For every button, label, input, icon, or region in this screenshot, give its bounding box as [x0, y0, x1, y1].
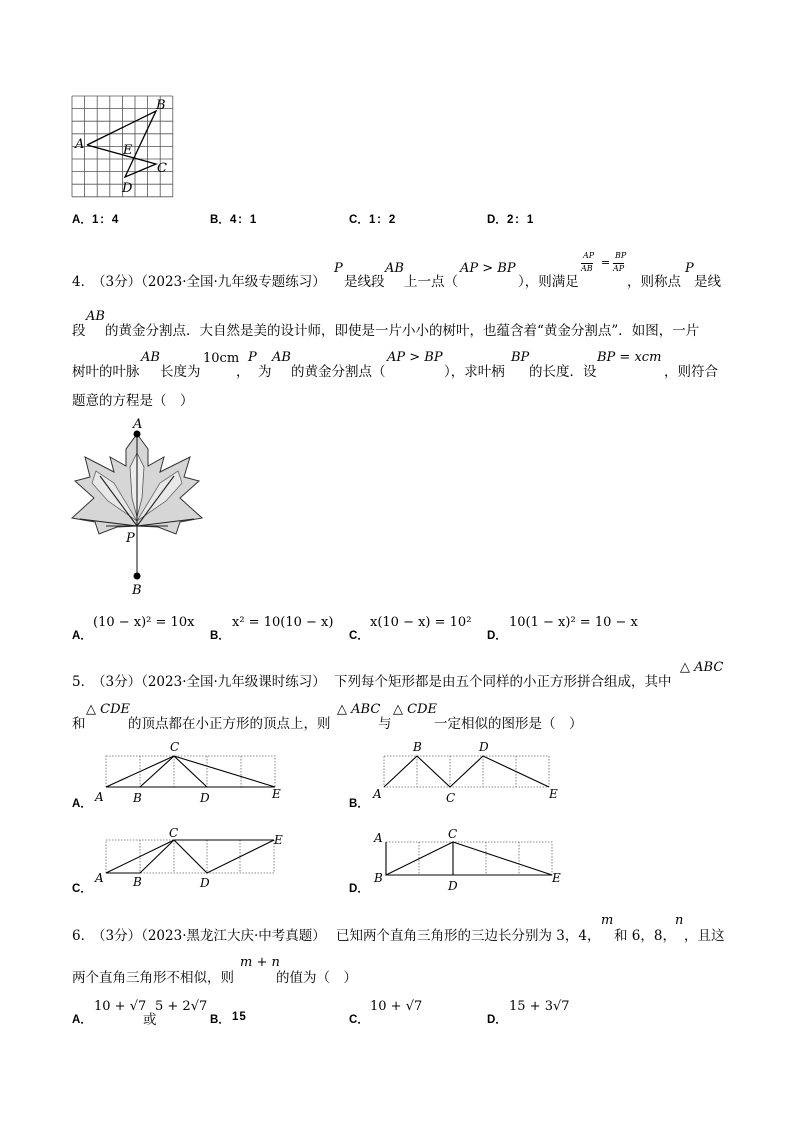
q4-l1-c: ），则满足 — [518, 274, 579, 290]
q4-l3-d: 为 — [258, 364, 272, 380]
q4-option-d-label: D． — [487, 630, 507, 642]
q4-math-ap-bp2: AP > BP — [387, 350, 443, 365]
q5-option-c-label: C． — [72, 883, 92, 895]
q4-frac-den1: AB — [581, 264, 593, 273]
q6-option-c-value: 10 + √7 — [370, 999, 423, 1014]
q4-math-bp-x: BP = xcm — [597, 350, 662, 365]
q6-option-d-label: D． — [487, 1014, 507, 1026]
q3-option-d-label: D． — [487, 214, 507, 226]
q5-b-label-b: B — [413, 740, 422, 754]
q5-figure-d — [370, 824, 570, 890]
q4-l3-e: 的黄金分割点（ — [291, 364, 386, 380]
q4-option-a-label: A． — [72, 630, 92, 642]
q5-b-label-d: D — [479, 740, 489, 754]
q5-l2-b: 的顶点都在小正方形的顶点上，则 — [128, 716, 331, 732]
q5-c-label-a: A — [95, 871, 104, 885]
q6-number: 6． — [72, 928, 95, 944]
q4-math-ab4: AB — [272, 350, 291, 365]
q3-label-d: D — [122, 181, 133, 196]
q3-label-c: C — [157, 161, 167, 176]
q6-option-a-extra: 5 + 2√7 — [155, 999, 208, 1014]
q4-leaf-figure — [70, 413, 208, 598]
q6-option-d-value: 15 + 3√7 — [509, 999, 570, 1014]
q5-option-b-label: B． — [349, 798, 369, 810]
q3-label-e: E — [123, 143, 133, 158]
q5-figure-c — [94, 824, 294, 890]
q4-number: 4． — [72, 274, 95, 290]
q5-b-label-c: C — [446, 791, 456, 804]
q4-leaf-label-p: P — [126, 531, 135, 546]
q5-d-label-b: B — [374, 871, 383, 885]
q4-math-p: P — [334, 261, 343, 276]
q4-option-a-value: (10 − x)² = 10x — [93, 615, 195, 630]
q6-meta: （3分）（2023·黑龙江大庆·中考真题） — [92, 928, 326, 944]
q6-math-n: n — [675, 913, 684, 928]
q6-l1-c: ，且这 — [684, 928, 725, 944]
q6-l1-a: 已知两个直角三角形的三边长分别为 3，4， — [336, 928, 601, 944]
q6-l2-b: 的值为（ ） — [276, 970, 357, 986]
q5-math-abc: △ ABC — [680, 660, 724, 675]
q4-option-d-value: 10(1 − x)² = 10 − x — [509, 615, 638, 630]
q3-option-d-value: 2：1 — [507, 214, 535, 226]
q5-d-label-d: D — [448, 879, 458, 890]
q5-a-label-e: E — [272, 787, 281, 801]
q4-option-c-label: C． — [349, 630, 369, 642]
q4-math-ab: AB — [385, 261, 404, 276]
q4-frac-num1: AP — [583, 251, 595, 260]
q5-c-label-d: D — [200, 876, 210, 890]
q3-option-b-value: 4：1 — [230, 214, 258, 226]
q5-figure-b — [370, 738, 570, 804]
q5-option-a-label: A． — [72, 798, 92, 810]
q6-l2-a: 两个直角三角形不相似，则 — [72, 970, 234, 986]
q4-l4: 题意的方程是（ ） — [72, 393, 194, 409]
q5-b-label-e: E — [549, 787, 558, 801]
q4-leaf-label-b: B — [132, 583, 142, 598]
q4-l3-a: 树叶的叶脉 — [72, 364, 140, 380]
q5-b-label-a: A — [373, 787, 382, 801]
q4-l1-d: ，则称点 — [627, 274, 681, 290]
q3-option-a-label: A． — [72, 214, 92, 226]
q4-meta: （3分）（2023·全国·九年级专题练习） — [92, 274, 326, 290]
q6-option-b-value: 15 — [232, 1011, 247, 1023]
q4-l2-a: 段 — [72, 323, 86, 339]
q6-option-a-or: 或 — [143, 1012, 157, 1028]
q6-l1-b: 和 6，8， — [614, 928, 676, 944]
q4-math-10cm: 10cm — [203, 351, 240, 366]
q4-l3-g: 的长度．设 — [529, 364, 597, 380]
q5-meta: （3分）（2023·全国·九年级课时练习） — [92, 674, 326, 690]
q4-option-c-value: x(10 − x) = 10² — [370, 615, 472, 630]
q4-l1-b: 上一点（ — [404, 274, 458, 290]
q4-l3-c: ， — [236, 364, 250, 380]
q5-a-label-a: A — [95, 790, 104, 804]
q4-fraction-condition — [581, 251, 633, 277]
q6-option-c-label: C． — [349, 1014, 369, 1026]
q3-option-a-value: 1：4 — [92, 214, 120, 226]
q5-a-label-b: B — [133, 791, 142, 804]
q5-l2-d: 一定相似的图形是（ ） — [434, 716, 583, 732]
q6-math-m: m — [601, 913, 614, 928]
q4-l2-b: 的黄金分割点．大自然是美的设计师，即使是一片小小的树叶，也蕴含着“黄金分割点”．如图，一片 — [105, 323, 700, 339]
q3-label-a: A — [75, 137, 85, 152]
q4-math-ab3: AB — [141, 350, 160, 365]
q4-math-p2: P — [685, 261, 694, 276]
q6-option-a-label: A． — [72, 1014, 92, 1026]
q5-l1: 下列每个矩形都是由五个同样的小正方形拼合组成，其中 — [334, 674, 672, 690]
q4-option-b-value: x² = 10(10 − x) — [232, 615, 334, 630]
q5-math-cde: △ CDE — [86, 702, 130, 717]
q5-c-label-b: B — [133, 875, 142, 889]
q4-l3-b: 长度为 — [160, 364, 201, 380]
q5-math-cde2: △ CDE — [393, 702, 437, 717]
q4-math-p3: P — [248, 350, 257, 365]
q4-option-b-label: B． — [210, 630, 230, 642]
q4-frac-num2: BP — [615, 251, 627, 260]
q5-d-label-a: A — [374, 831, 383, 845]
q4-math-bp: BP — [511, 350, 530, 365]
q4-l3-h: ，则符合 — [664, 364, 718, 380]
q5-d-label-e: E — [552, 871, 561, 885]
q5-d-label-c: C — [448, 827, 458, 841]
q4-math-ap-bp: AP > BP — [460, 261, 516, 276]
q5-number: 5． — [72, 674, 95, 690]
q5-l2-a: 和 — [72, 716, 86, 732]
q5-a-label-c: C — [170, 740, 180, 754]
q3-grid-figure — [70, 94, 180, 202]
q5-c-label-e: E — [274, 833, 283, 847]
q4-leaf-label-a: A — [133, 417, 143, 432]
q4-l3-f: ），求叶柄 — [444, 364, 505, 380]
q4-math-ab2: AB — [86, 309, 105, 324]
q4-frac-eq: = — [601, 256, 611, 269]
q6-option-b-label: B． — [210, 1014, 230, 1026]
q5-l2-c: 与 — [378, 716, 392, 732]
q5-figure-a — [94, 738, 294, 804]
q4-l1-a: 是线段 — [344, 274, 385, 290]
q5-a-label-d: D — [200, 791, 210, 804]
q5-option-d-label: D． — [349, 883, 369, 895]
q4-frac-den2: AP — [613, 264, 625, 273]
q4-l1-e: 是线 — [694, 274, 721, 290]
q5-c-label-c: C — [169, 826, 179, 840]
q5-math-abc2: △ ABC — [337, 702, 381, 717]
q3-option-c-value: 1：2 — [369, 214, 397, 226]
q3-option-b-label: B． — [210, 214, 230, 226]
q6-math-m-plus-n: m + n — [240, 955, 280, 970]
q3-label-b: B — [156, 98, 166, 113]
q6-option-a-value: 10 + √7 — [94, 999, 147, 1014]
q3-option-c-label: C． — [349, 214, 369, 226]
